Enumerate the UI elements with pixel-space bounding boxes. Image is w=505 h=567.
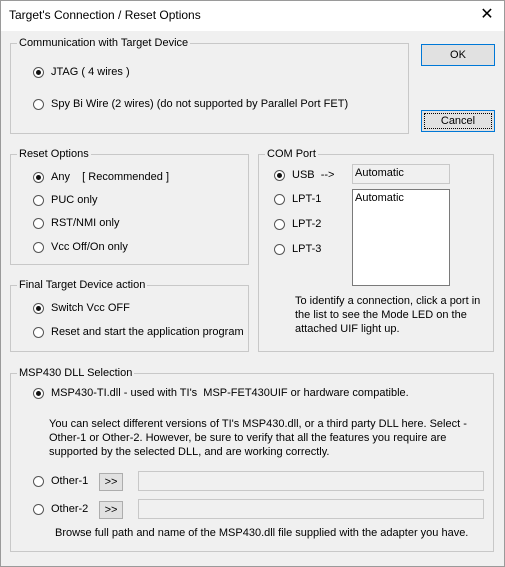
radio-port-usb-label: USB --> — [292, 169, 335, 181]
radio-reset-vcc-label: Vcc Off/On only — [51, 241, 128, 253]
browse-other2-label: >> — [104, 504, 118, 516]
radio-port-lpt1-label: LPT-1 — [292, 193, 322, 205]
browse-other1-label: >> — [104, 476, 118, 488]
radio-spy-bi-wire-label: Spy Bi Wire (2 wires) (do not supported by Parallel Port FET) — [51, 98, 349, 110]
dll-description: You can select different versions of TI's MSP430.dll, or a third party DLL here. Select - Other-1 or Other-2. However, be sure to verify that all the features you require are supported by the selected DLL, and are working correctly. — [49, 418, 467, 458]
radio-switch-vcc-off-label: Switch Vcc OFF — [51, 302, 130, 314]
radio-reset-puc-indicator[interactable] — [33, 195, 44, 206]
cancel-button-label: Cancel — [440, 115, 476, 127]
final-action-group — [10, 279, 249, 352]
other1-path-field[interactable] — [138, 471, 484, 491]
radio-jtag-indicator[interactable] — [33, 67, 44, 78]
cancel-button[interactable] — [421, 110, 495, 132]
radio-port-lpt1[interactable] — [274, 191, 321, 207]
radio-jtag-label: JTAG ( 4 wires ) — [51, 66, 130, 78]
usb-port-value: Automatic — [355, 167, 404, 179]
radio-reset-start-indicator[interactable] — [33, 327, 44, 338]
dll-selection-group — [10, 367, 494, 552]
ok-button-label: OK — [450, 49, 466, 61]
reset-options-group-title: Reset Options — [19, 148, 89, 160]
radio-reset-start-label: Reset and start the application program — [51, 326, 244, 338]
radio-port-usb[interactable] — [274, 167, 334, 183]
reset-options-group — [10, 148, 249, 265]
other2-path-field[interactable] — [138, 499, 484, 519]
radio-port-lpt3-label: LPT-3 — [292, 243, 322, 255]
radio-reset-rst-nmi-indicator[interactable] — [33, 218, 44, 229]
final-action-group-title: Final Target Device action — [19, 279, 146, 291]
ok-button[interactable] — [421, 44, 495, 66]
radio-reset-rst-nmi-label: RST/NMI only — [51, 217, 120, 229]
radio-port-lpt2-label: LPT-2 — [292, 218, 322, 230]
radio-dll-ti-indicator[interactable] — [33, 388, 44, 399]
radio-spy-bi-wire-indicator[interactable] — [33, 99, 44, 110]
radio-dll-other2-label: Other-2 — [51, 503, 89, 515]
browse-other2-button[interactable] — [99, 501, 123, 519]
radio-reset-puc-label: PUC only — [51, 194, 98, 206]
radio-port-usb-indicator[interactable] — [274, 170, 285, 181]
communication-group — [10, 37, 409, 134]
com-port-group-title: COM Port — [267, 148, 316, 160]
close-button[interactable] — [470, 1, 504, 31]
radio-reset-any-indicator[interactable] — [33, 172, 44, 183]
radio-reset-start[interactable] — [33, 324, 244, 340]
radio-reset-rst-nmi[interactable] — [33, 215, 119, 231]
radio-port-lpt2-indicator[interactable] — [274, 219, 285, 230]
dll-footer-note: Browse full path and name of the MSP430.dll file supplied with the adapter you have. — [55, 527, 469, 539]
radio-switch-vcc-off[interactable] — [33, 300, 130, 316]
radio-dll-ti[interactable] — [33, 385, 409, 401]
title-bar — [1, 1, 504, 31]
radio-reset-any[interactable] — [33, 169, 169, 185]
radio-dll-other1[interactable] — [33, 473, 88, 489]
port-list[interactable] — [352, 189, 450, 286]
usb-port-field — [352, 164, 450, 184]
radio-port-lpt3[interactable] — [274, 241, 321, 257]
radio-reset-vcc-indicator[interactable] — [33, 242, 44, 253]
radio-jtag[interactable] — [33, 64, 130, 80]
radio-dll-other1-label: Other-1 — [51, 475, 89, 487]
browse-other1-button[interactable] — [99, 473, 123, 491]
radio-reset-any-label: Any [ Recommended ] — [51, 171, 169, 183]
radio-reset-vcc[interactable] — [33, 239, 128, 255]
com-port-group — [258, 148, 494, 352]
radio-dll-ti-label: MSP430-TI.dll - used with TI's MSP-FET430UIF or hardware compatible. — [51, 387, 409, 399]
port-list-item[interactable]: Automatic — [355, 192, 404, 204]
radio-dll-other2-indicator[interactable] — [33, 504, 44, 515]
radio-port-lpt3-indicator[interactable] — [274, 244, 285, 255]
radio-reset-puc[interactable] — [33, 192, 97, 208]
radio-port-lpt1-indicator[interactable] — [274, 194, 285, 205]
radio-spy-bi-wire[interactable] — [33, 96, 348, 112]
radio-port-lpt2[interactable] — [274, 216, 321, 232]
com-port-hint: To identify a connection, click a port in the list to see the Mode LED on the attached UIF light up. — [295, 295, 481, 335]
radio-dll-other1-indicator[interactable] — [33, 476, 44, 487]
dialog-title: Target's Connection / Reset Options — [9, 8, 201, 22]
radio-dll-other2[interactable] — [33, 501, 88, 517]
close-icon: ✕ — [480, 6, 494, 23]
radio-switch-vcc-off-indicator[interactable] — [33, 303, 44, 314]
communication-group-title: Communication with Target Device — [19, 37, 189, 49]
dll-selection-group-title: MSP430 DLL Selection — [19, 367, 133, 379]
